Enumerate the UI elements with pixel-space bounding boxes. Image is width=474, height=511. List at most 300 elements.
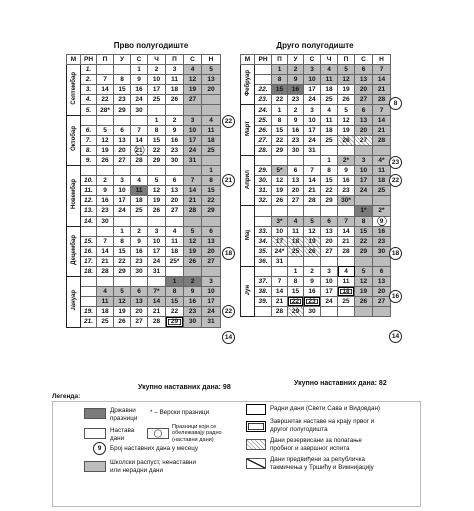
day-cell: 18	[288, 236, 304, 246]
day-cell: 16	[131, 85, 148, 95]
day-cell: 24	[321, 297, 338, 307]
day-cell: 26	[304, 246, 321, 256]
week-number: 14.	[81, 216, 97, 226]
day-cell: 28	[184, 206, 202, 216]
day-cell: 7	[272, 277, 288, 287]
day-cell: 27	[355, 135, 373, 145]
week-number	[255, 75, 272, 85]
week-number: 16.	[81, 246, 97, 256]
day-cell: 3	[304, 105, 321, 115]
day-cell: 8	[166, 287, 184, 297]
legend-days-count-icon: 9	[93, 442, 106, 455]
week-row	[241, 125, 391, 135]
day-cell: 19	[304, 236, 321, 246]
week-number: 28.	[255, 145, 272, 155]
week-row	[241, 135, 391, 145]
day-cell: 26	[338, 135, 355, 145]
day-cell: 16	[97, 196, 114, 206]
legend-label-working-holiday: Празници који се обележавају радно (наставни дани)	[172, 424, 222, 443]
week-number: 6.	[81, 125, 97, 135]
day-cell: 14	[338, 226, 355, 236]
day-cell: 2	[288, 105, 304, 115]
day-cell: 10	[148, 236, 166, 246]
day-cell: 11	[202, 125, 221, 135]
day-cell: 5	[202, 65, 221, 75]
day-cell: 27	[373, 297, 391, 307]
week-number: 39.	[255, 297, 272, 307]
day-cell: 11	[288, 226, 304, 236]
day-cell: 26	[272, 196, 288, 206]
week-row	[67, 65, 221, 75]
month-label: Мај	[244, 229, 251, 240]
day-cell	[166, 216, 184, 226]
day-cell: 12	[148, 186, 166, 196]
day-cell: 16	[184, 297, 202, 307]
day-cell: 15	[321, 176, 338, 186]
day-cell: 27	[114, 155, 131, 165]
day-cell	[304, 206, 321, 216]
day-cell: 30	[304, 307, 321, 317]
day-cell: 19	[355, 287, 373, 297]
week-row	[67, 206, 221, 216]
day-cell: 4	[321, 65, 338, 75]
day-cell: 25	[202, 145, 221, 155]
day-cell: 21	[338, 236, 355, 246]
day-cell: 19	[272, 186, 288, 196]
legend-label-religious: * – Верски празници	[150, 409, 210, 416]
week-row	[241, 115, 391, 125]
day-cell: 23	[184, 307, 202, 317]
day-cell: 3	[166, 65, 184, 75]
week-number: 8.	[81, 145, 97, 155]
week-number	[81, 277, 97, 287]
week-number: 5.	[81, 105, 97, 115]
legend-swatch-vacation	[84, 461, 106, 472]
day-cell	[114, 166, 131, 176]
day-cell: 27	[202, 256, 221, 266]
week-row	[67, 176, 221, 186]
day-cell: 1	[131, 65, 148, 75]
legend-box	[52, 401, 421, 507]
day-cell: 3*	[272, 216, 288, 226]
week-number: 19.	[81, 307, 97, 317]
week-number: 23.	[255, 95, 272, 105]
day-cell: 5	[114, 287, 131, 297]
day-cell: 22	[272, 95, 288, 105]
day-cell: 10	[304, 115, 321, 125]
week-number: 35.	[255, 246, 272, 256]
day-cell: 13	[321, 226, 338, 236]
week-row	[67, 135, 221, 145]
day-cell: 13	[202, 236, 221, 246]
month-days-count-badge: 14	[222, 331, 235, 344]
day-cell	[373, 307, 391, 317]
day-cell: 31	[202, 317, 221, 327]
day-cell: 8	[272, 115, 288, 125]
day-cell: 18	[97, 307, 114, 317]
day-cell: 27	[321, 246, 338, 256]
day-cell: 23	[114, 95, 131, 105]
day-cell: 4	[338, 266, 355, 276]
day-cell: 20	[202, 246, 221, 256]
day-cell: 28	[272, 307, 288, 317]
day-cell: 3	[321, 266, 338, 276]
month-days-count-badge: 18	[389, 247, 402, 260]
week-number: 27.	[255, 135, 272, 145]
day-cell: 18	[202, 135, 221, 145]
day-cell	[114, 277, 131, 287]
week-number: 3.	[81, 85, 97, 95]
day-cell: 29	[272, 145, 288, 155]
day-cell: 8	[355, 216, 373, 226]
week-row	[241, 216, 391, 226]
day-cell: 17	[148, 85, 166, 95]
day-cell: 27	[288, 196, 304, 206]
day-cell: 25*	[166, 256, 184, 266]
day-cell: 30*	[338, 196, 355, 206]
day-cell: 4	[321, 105, 338, 115]
month-days-count-badge: 22	[222, 305, 235, 318]
day-cell: 6	[355, 105, 373, 115]
week-row	[241, 266, 391, 276]
day-cell: 19	[338, 125, 355, 135]
legend-label-competitions: Дани предвиђени за републичка такмичења у Тршићу и Вимнијацију	[270, 456, 374, 471]
day-cell: 1	[114, 226, 131, 236]
week-number: 15.	[81, 236, 97, 246]
day-cell: 4	[166, 226, 184, 236]
day-cell	[97, 166, 114, 176]
week-number: 7.	[81, 135, 97, 145]
day-cell: 28	[338, 246, 355, 256]
day-cell	[355, 145, 373, 155]
day-cell: 3	[202, 277, 221, 287]
week-row	[67, 125, 221, 135]
week-row	[67, 256, 221, 266]
day-cell: 28	[373, 95, 391, 105]
week-row	[241, 85, 391, 95]
day-cell: 14	[373, 75, 391, 85]
day-cell: 12	[114, 297, 131, 307]
day-cell: 13	[288, 176, 304, 186]
week-row	[67, 317, 221, 327]
day-cell: 19	[148, 196, 166, 206]
day-cell	[202, 95, 221, 105]
day-cell: 23	[338, 186, 355, 196]
week-number	[255, 155, 272, 165]
day-cell: 13	[131, 297, 148, 307]
day-cell: 22	[202, 196, 221, 206]
day-cell: 6	[131, 287, 148, 297]
legend-label-term-end: Завршетак наставе на крају првог и другог полугодишта	[270, 418, 375, 433]
day-cell: 8	[114, 236, 131, 246]
day-cell: 20	[355, 85, 373, 95]
day-cell: 5*	[272, 166, 288, 176]
day-cell	[166, 105, 184, 115]
day-cell: 5	[338, 105, 355, 115]
week-number: 33.	[255, 226, 272, 236]
day-cell: 15	[288, 287, 304, 297]
day-cell: 5	[338, 65, 355, 75]
day-cell: 18	[321, 85, 338, 95]
day-cell: 9	[288, 115, 304, 125]
day-cell: 15	[355, 226, 373, 236]
day-cell	[97, 277, 114, 287]
column-header: Ч	[321, 55, 338, 65]
day-cell: 10	[148, 75, 166, 85]
week-row	[67, 75, 221, 85]
day-cell: 26	[97, 155, 114, 165]
week-row	[67, 115, 221, 125]
month-days-count-badge: 22	[222, 115, 235, 128]
day-cell: 14	[373, 115, 391, 125]
day-cell: 2	[288, 65, 304, 75]
day-cell: 10	[321, 277, 338, 287]
day-cell	[148, 216, 166, 226]
day-cell: 1	[321, 155, 338, 165]
day-cell	[131, 216, 148, 226]
day-cell: 25	[338, 297, 355, 307]
day-cell	[114, 216, 131, 226]
day-cell: 8	[202, 176, 221, 186]
day-cell: 2	[184, 277, 202, 287]
column-header: С	[131, 55, 148, 65]
column-header: П	[166, 55, 184, 65]
month-label: Март	[244, 121, 251, 137]
day-cell: 23	[131, 256, 148, 266]
day-cell: 19	[338, 85, 355, 95]
week-number: 13.	[81, 206, 97, 216]
day-cell: 12	[272, 176, 288, 186]
column-header: У	[114, 55, 131, 65]
week-row	[67, 266, 221, 276]
week-row	[241, 75, 391, 85]
column-header: С	[355, 55, 373, 65]
day-cell: 22	[148, 145, 166, 155]
day-cell: 24	[148, 256, 166, 266]
day-cell: 7	[304, 166, 321, 176]
month-days-count-badge: 14	[389, 330, 402, 343]
legend-swatch-term-end	[246, 421, 266, 432]
week-row	[241, 65, 391, 75]
day-cell: 4	[97, 287, 114, 297]
day-cell	[202, 216, 221, 226]
day-cell: 31	[304, 145, 321, 155]
week-row	[241, 145, 391, 155]
day-cell: 14	[97, 246, 114, 256]
week-row	[67, 226, 221, 236]
day-cell: 27	[184, 95, 202, 105]
day-cell	[338, 256, 355, 266]
day-cell: 17	[355, 176, 373, 186]
day-cell: 12	[184, 75, 202, 85]
day-cell	[373, 145, 391, 155]
day-cell: 7	[97, 75, 114, 85]
day-cell: 6	[288, 166, 304, 176]
legend-title: Легенда:	[52, 393, 81, 400]
day-cell	[304, 155, 321, 165]
week-row	[241, 297, 391, 307]
day-cell: 6	[373, 266, 391, 276]
day-cell: 3	[114, 176, 131, 186]
legend-label-working-days: Радни дани (Свети Сава и Видовдан)	[270, 405, 381, 412]
day-cell: 7*	[148, 287, 166, 297]
day-cell: 2*	[373, 206, 391, 216]
day-cell: 26	[338, 95, 355, 105]
day-cell: 16	[288, 125, 304, 135]
day-cell	[97, 65, 114, 75]
day-cell	[321, 145, 338, 155]
day-cell: 24	[184, 145, 202, 155]
day-cell: 9	[373, 216, 391, 226]
week-number: 24.	[255, 105, 272, 115]
day-cell: 8	[272, 75, 288, 85]
day-cell: 13	[166, 186, 184, 196]
day-cell: 17	[114, 196, 131, 206]
day-cell: 23	[304, 297, 321, 307]
day-cell	[184, 166, 202, 176]
day-cell: 7	[184, 176, 202, 186]
week-number: 22.	[255, 85, 272, 95]
second-half-title: Друго полугодиште	[276, 41, 354, 50]
day-cell: 24	[304, 95, 321, 105]
week-number: 10.	[81, 176, 97, 186]
day-cell: 22	[166, 307, 184, 317]
month-label: Април	[244, 169, 251, 189]
day-cell	[97, 226, 114, 236]
week-number	[255, 206, 272, 216]
day-cell	[338, 145, 355, 155]
column-header: РН	[255, 55, 272, 65]
column-header: Н	[373, 55, 391, 65]
day-cell: 28	[97, 266, 114, 276]
legend-label-vacation: Школски распуст, ненаставни или нерадни дани	[110, 459, 197, 474]
day-cell: 13	[373, 277, 391, 287]
day-cell: 24	[355, 186, 373, 196]
day-cell: 12	[355, 277, 373, 287]
day-cell	[321, 206, 338, 216]
day-cell: 2	[166, 115, 184, 125]
first-half-total: Укупно наставних дана: 98	[138, 384, 231, 391]
day-cell: 2*	[338, 155, 355, 165]
day-cell: 5	[97, 125, 114, 135]
month-label: Фебруар	[244, 70, 251, 97]
week-row	[241, 246, 391, 256]
day-cell: 17	[304, 125, 321, 135]
month-label: Октобар	[70, 126, 77, 152]
day-cell	[373, 196, 391, 206]
day-cell: 27	[355, 95, 373, 105]
week-row	[67, 236, 221, 246]
month-label: Новембар	[70, 179, 77, 210]
day-cell: 7	[97, 236, 114, 246]
day-cell: 30	[288, 145, 304, 155]
day-cell: 16	[131, 246, 148, 256]
day-cell: 2	[148, 65, 166, 75]
day-cell: 19	[184, 246, 202, 256]
column-header: П	[97, 55, 114, 65]
day-cell: 14	[131, 135, 148, 145]
day-cell: 26	[114, 317, 131, 327]
week-number: 17.	[81, 256, 97, 266]
month-label: Септембар	[70, 72, 77, 105]
day-cell: 2	[97, 176, 114, 186]
day-cell: 23	[373, 236, 391, 246]
week-row	[67, 246, 221, 256]
day-cell: 16	[288, 85, 304, 95]
day-cell: 28*	[97, 105, 114, 115]
day-cell	[148, 105, 166, 115]
day-cell: 10	[272, 226, 288, 236]
day-cell	[166, 266, 184, 276]
day-cell: 13	[202, 75, 221, 85]
week-row	[67, 105, 221, 115]
day-cell	[272, 266, 288, 276]
day-cell: 12	[338, 115, 355, 125]
day-cell: 18	[321, 125, 338, 135]
day-cell: 30	[184, 317, 202, 327]
legend-label-holidays: Државни празници	[110, 407, 138, 422]
day-cell	[131, 115, 148, 125]
day-cell: 8	[288, 277, 304, 287]
column-header: M	[241, 55, 255, 65]
week-number	[81, 226, 97, 236]
day-cell: 19	[114, 307, 131, 317]
day-cell: 10	[184, 125, 202, 135]
week-row	[241, 307, 391, 317]
week-number: 32.	[255, 196, 272, 206]
column-header: Ч	[148, 55, 166, 65]
day-cell: 15	[148, 135, 166, 145]
day-cell: 21	[304, 186, 321, 196]
day-cell: 29	[288, 307, 304, 317]
day-cell: 3	[304, 65, 321, 75]
week-row	[241, 95, 391, 105]
day-cell: 16	[338, 176, 355, 186]
day-cell: 9	[166, 125, 184, 135]
day-cell: 7	[131, 125, 148, 135]
day-cell: 11	[166, 75, 184, 85]
week-row	[67, 297, 221, 307]
legend-swatch-working-holiday	[147, 428, 169, 439]
day-cell: 1	[272, 65, 288, 75]
week-number	[81, 287, 97, 297]
day-cell: 16	[166, 135, 184, 145]
day-cell: 24*	[272, 246, 288, 256]
day-cell: 1	[288, 266, 304, 276]
second-half-calendar	[240, 54, 391, 317]
week-number	[81, 297, 97, 307]
month-label: Децембар	[70, 234, 77, 265]
day-cell	[202, 155, 221, 165]
column-header: У	[288, 55, 304, 65]
day-cell: 11	[338, 277, 355, 287]
day-cell: 30	[373, 246, 391, 256]
day-cell: 22	[272, 135, 288, 145]
week-row	[67, 95, 221, 105]
day-cell: 18	[166, 85, 184, 95]
day-cell: 11	[373, 166, 391, 176]
day-cell: 25	[321, 135, 338, 145]
day-cell: 21	[97, 256, 114, 266]
day-cell: 26	[166, 95, 184, 105]
week-number: 36.	[255, 256, 272, 266]
day-cell: 20	[321, 236, 338, 246]
day-cell: 12	[184, 236, 202, 246]
day-cell: 22	[114, 256, 131, 266]
day-cell: 9	[304, 277, 321, 287]
day-cell: 8	[148, 125, 166, 135]
day-cell: 20	[355, 125, 373, 135]
